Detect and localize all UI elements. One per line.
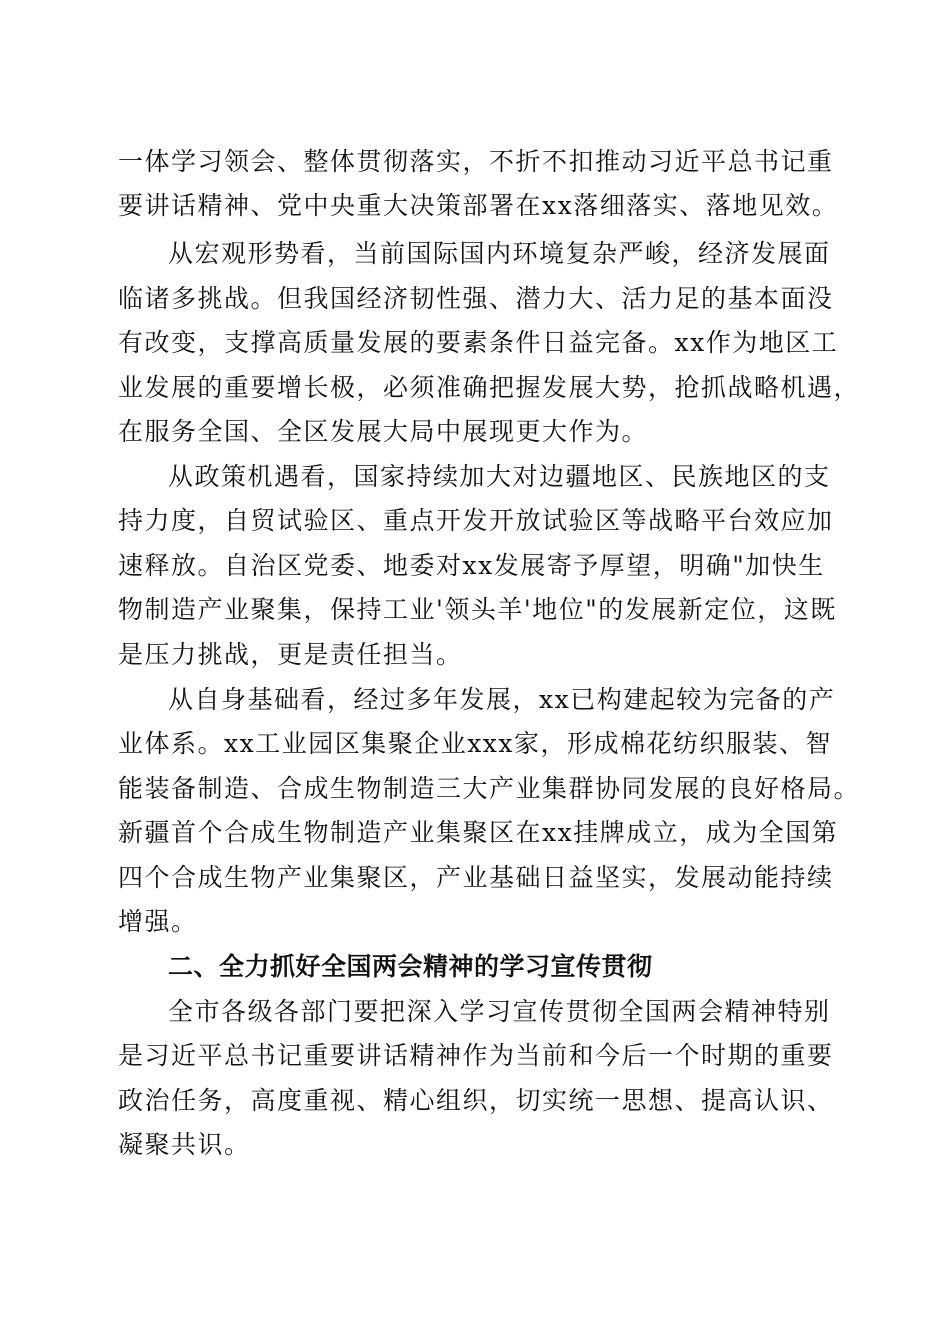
paragraph-5-line-4: 凝聚共识。 (118, 1130, 251, 1159)
paragraph-5-line-1: 全市各级各部门要把深入学习宣传贯彻全国两会精神特别 (168, 997, 831, 1026)
paragraph-2-line-4: 业发展的重要增长极，必须准确把握发展大势，抢抓战略机遇， (118, 373, 861, 402)
paragraph-2-line-1: 从宏观形势看，当前国际国内环境复杂严峻，经济发展面 (168, 239, 831, 268)
paragraph-3-line-4: 物制造产业聚集，保持工业'领头羊'地位"的发展新定位，这既 (118, 595, 837, 624)
paragraph-4-line-4: 新疆首个合成生物制造产业集聚区在xx挂牌成立，成为全国第 (118, 818, 839, 847)
paragraph-5-line-3: 政治任务，高度重视、精心组织，切实统一思想、提高认识、 (118, 1086, 834, 1115)
paragraph-3-line-3: 速释放。自治区党委、地委对xx发展寄予厚望，明确"加快生 (118, 551, 825, 580)
paragraph-4-line-1: 从自身基础看，经过多年发展，xx已构建起较为完备的产 (168, 685, 836, 714)
paragraph-4-line-5: 四个合成生物产业集聚区，产业基础日益坚实，发展动能持续 (118, 863, 834, 892)
paragraph-3-line-2: 持力度，自贸试验区、重点开发开放试验区等战略平台效应加 (118, 506, 834, 535)
paragraph-3-line-5: 是压力挑战，更是责任担当。 (118, 640, 463, 669)
paragraph-2-line-2: 临诸多挑战。但我国经济韧性强、潜力大、活力足的基本面没 (118, 284, 834, 313)
paragraph-2-line-5: 在服务全国、全区发展大局中展现更大作为。 (118, 417, 649, 446)
paragraph-4-line-2: 业体系。xx工业园区集聚企业xxx家，形成棉花纺织服装、智 (118, 729, 832, 758)
paragraph-1-line-2: 要讲话精神、党中央重大决策部署在xx落细落实、落地见效。 (118, 191, 839, 220)
section-heading: 二、全力抓好全国两会精神的学习宣传贯彻 (168, 952, 653, 981)
paragraph-4-line-6: 增强。 (118, 907, 198, 936)
paragraph-4-line-3: 能装备制造、合成生物制造三大产业集群协同发展的良好格局。 (118, 774, 861, 803)
paragraph-3-line-1: 从政策机遇看，国家持续加大对边疆地区、民族地区的支 (168, 462, 831, 491)
paragraph-5-line-2: 是习近平总书记重要讲话精神作为当前和今后一个时期的重要 (118, 1041, 834, 1070)
paragraph-1-line-1: 一体学习领会、整体贯彻落实，不折不扣推动习近平总书记重 (118, 147, 834, 176)
paragraph-2-line-3: 有改变，支撑高质量发展的要素条件日益完备。xx作为地区工 (118, 328, 839, 357)
